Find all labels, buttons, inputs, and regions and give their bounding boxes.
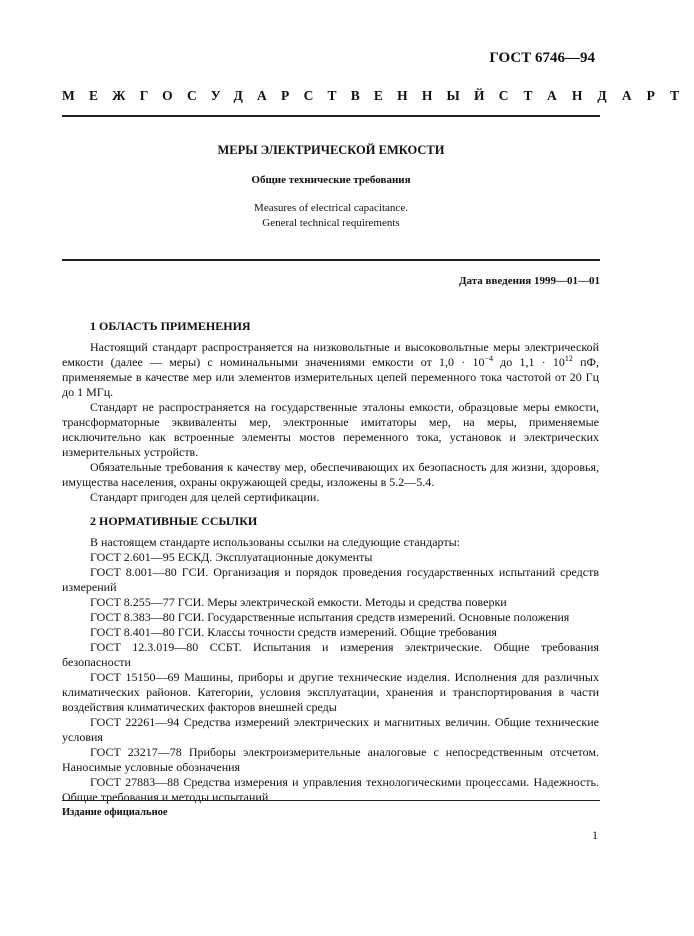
reference-item: ГОСТ 8.255—77 ГСИ. Меры электрической емкости. Методы и средства поверки (90, 595, 507, 609)
page-number: 1 (592, 828, 598, 842)
reference-item: ГОСТ 23217—78 Приборы электроизмерительные аналоговые с непосредственным отсчетом. Наносимые условные обозначения (62, 745, 599, 774)
document-subtitle: Общие технические требования (251, 174, 411, 186)
document-title: МЕРЫ ЭЛЕКТРИЧЕСКОЙ ЕМКОСТИ (217, 143, 445, 157)
reference-item: ГОСТ 12.3.019—80 ССБТ. Испытания и измерения электрические. Общие требования безопасности (62, 640, 599, 669)
gost-number: ГОСТ 6746—94 (489, 50, 595, 66)
paragraph: Стандарт пригоден для целей сертификации. (90, 490, 320, 504)
section-1-heading: 1 ОБЛАСТЬ ПРИМЕНЕНИЯ (90, 319, 251, 333)
paragraph: В настоящем стандарте использованы ссылки на следующие стандарты: (90, 535, 461, 549)
reference-item: ГОСТ 22261—94 Средства измерений электрических и магнитных величин. Общие технические условия (62, 715, 599, 744)
english-title-line-2: General technical requirements (262, 217, 400, 229)
document-body (62, 319, 599, 805)
paragraph: Настоящий стандарт распространяется на низковольтные и высоковольтные меры электрической емкости (далее — меры) с номинальными значениями емкости от $1,0 \cdot 10^{-4}$ до $1,1 \cdot 10^{12}$ пФ, применяемые в качестве мер или элементов измерительных цепей переменного тока частотой от 20 Гц до 1 МГц. (62, 340, 599, 399)
introduction-date: Дата введения 1999—01—01 (458, 275, 600, 287)
banner-word: МЕЖГОСУДАРСТВЕННЫЙ (62, 88, 499, 103)
reference-item: ГОСТ 27883—88 Средства измерения и управления технологическими процессами. Надежность. Общие требования и методы испытаний (62, 775, 599, 804)
reference-item: ГОСТ 15150—69 Машины, приборы и другие технические изделия. Исполнения для различных климатических районов. Категории, условия эксплуатации, хранения и транспортирования в части воздействия климатических факторов внешней среды (62, 670, 599, 714)
reference-item: ГОСТ 8.401—80 ГСИ. Классы точности средств измерений. Общие требования (90, 625, 497, 639)
footer-rule (62, 800, 600, 801)
reference-item: ГОСТ 2.601—95 ЕСКД. Эксплуатационные документы (90, 550, 373, 564)
paragraph: Обязательные требования к качеству мер, обеспечивающих их безопасность для жизни, здоровья, имущества населения, охраны окружающей среды, изложены в 5.2—5.4. (62, 460, 599, 489)
edition-note: Издание официальное (62, 807, 168, 818)
section-2-heading: 2 НОРМАТИВНЫЕ ССЫЛКИ (90, 514, 258, 528)
reference-item: ГОСТ 8.001—80 ГСИ. Организация и порядок проведения государственных испытаний средств измерений (62, 565, 599, 594)
standard-banner (62, 88, 694, 104)
banner-word: СТАНДАРТ (498, 88, 694, 103)
title-rule (62, 259, 600, 261)
paragraph: Стандарт не распространяется на государственные эталоны емкости, образцовые меры емкости, трансформаторные эквиваленты мер, электронные имитаторы мер, на меры, применяемые исключительно как встроенные элементы мостов переменного тока, установок и электрических измерительных устройств. (62, 400, 599, 459)
english-title-line-1: Measures of electrical capacitance. (254, 202, 408, 214)
top-rule (62, 115, 600, 117)
reference-item: ГОСТ 8.383—80 ГСИ. Государственные испытания средств измерений. Основные положения (90, 610, 570, 624)
